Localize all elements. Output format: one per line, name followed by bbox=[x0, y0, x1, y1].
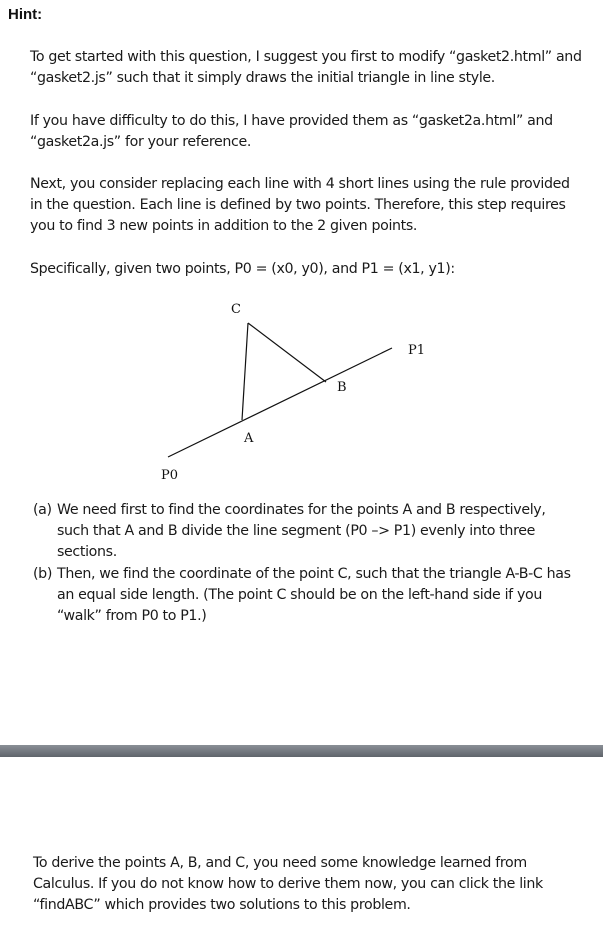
hint-title: Hint: bbox=[8, 6, 43, 23]
label-p1: P1 bbox=[408, 343, 426, 358]
section-divider bbox=[0, 745, 603, 757]
step-marker: (b) bbox=[33, 566, 53, 582]
find-abc-paragraph: To derive the points A, B, and C, you need some knowledge learned from Calculus. If you do not know how to derive them now, you can click the link “findABC” which provides two solutions to this problem. bbox=[33, 855, 543, 913]
label-b: B bbox=[337, 380, 347, 395]
step-marker: (a) bbox=[33, 502, 52, 518]
line-p0-p1 bbox=[168, 348, 392, 457]
points-definition-paragraph: Specifically, given two points, P0 = (x0, y0), and P1 = (x1, y1): bbox=[30, 261, 455, 277]
list-item bbox=[33, 500, 573, 563]
list-item bbox=[33, 564, 573, 627]
replacement-paragraph: Next, you consider replacing each line with 4 short lines using the rule provided in the question. Each line is defined by two points. Therefore, this step requires you to find 3 new points in addition to the 2 given points. bbox=[30, 176, 570, 234]
step-text: We need first to find the coordinates for the points A and B respectively, such that A and B divide the line segment (P0 –> P1) evenly into three sections. bbox=[57, 502, 546, 560]
label-a: A bbox=[244, 431, 254, 446]
line-c-b bbox=[248, 323, 326, 382]
line-a-c bbox=[242, 323, 248, 420]
intro-paragraph: To get started with this question, I suggest you first to modify “gasket2.html” and “gasket2.js” such that it simply draws the initial triangle in line style. bbox=[30, 49, 582, 86]
triangle-diagram bbox=[0, 290, 603, 490]
reference-paragraph: If you have difficulty to do this, I have provided them as “gasket2a.html” and “gasket2a.js” for your reference. bbox=[30, 113, 553, 150]
steps-list bbox=[33, 500, 573, 628]
step-text: Then, we find the coordinate of the point C, such that the triangle A-B-C has an equal side length. (The point C should be on the left-hand side if you “walk” from P0 to P1.) bbox=[57, 566, 571, 624]
label-p0: P0 bbox=[161, 468, 179, 483]
label-c: C bbox=[231, 302, 241, 317]
